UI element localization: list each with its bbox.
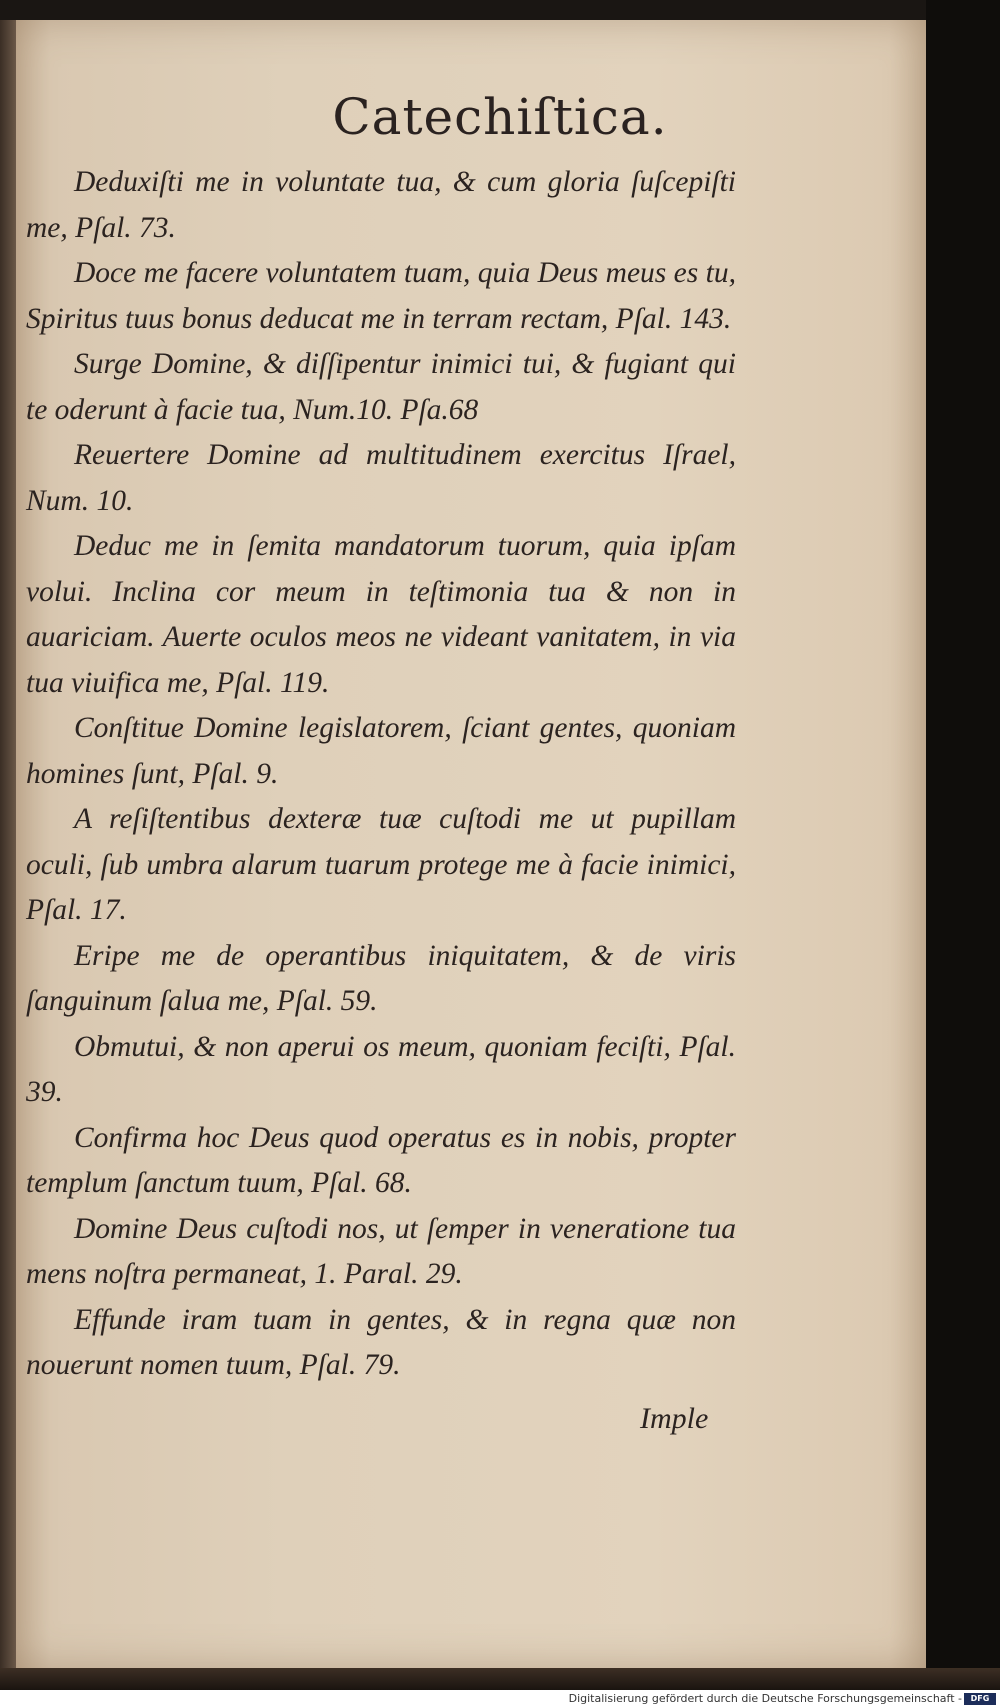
page-left-edge bbox=[0, 20, 16, 1668]
verse-paragraph: Doce me facere voluntatem tuam, quia Deus meus es tu, Spiritus tuus bonus deducat me in terram rectam, Pſal. 143. bbox=[26, 257, 736, 335]
verse-paragraph: Reuertere Domine ad multitudinem exercitus Iſrael, Num. 10. bbox=[26, 439, 736, 517]
dfg-logo-icon: DFG bbox=[964, 1693, 996, 1705]
digitization-footer bbox=[0, 1690, 1000, 1708]
verse-paragraph: Deduxiſti me in voluntate tua, & cum gloria ſuſcepiſti me, Pſal. 73. bbox=[26, 166, 736, 244]
verse-paragraph: Confirma hoc Deus quod operatus es in nobis, propter templum ſanctum tuum, Pſal. 68. bbox=[26, 1121, 736, 1199]
page-title: Catechiſtica. bbox=[332, 88, 668, 146]
verse-paragraph: Domine Deus cuſtodi nos, ut ſemper in veneratione tua mens noſtra permaneat, 1. Paral. 29. bbox=[26, 1212, 736, 1290]
catchword: Imple bbox=[640, 1402, 709, 1435]
page-body bbox=[26, 160, 736, 1389]
verse-paragraph: A reſiſtentibus dexteræ tuæ cuſtodi me ut pupillam oculi, ſub umbra alarum tuarum protege me à facie inimici, Pſal. 17. bbox=[26, 803, 736, 926]
footer-credit-text: Digitalisierung gefördert durch die Deutsche Forschungsgemeinschaft - bbox=[568, 1692, 962, 1705]
verse-paragraph: Surge Domine, & diſſipentur inimici tui, & fugiant qui te oderunt à facie tua, Num.10. Pſa.68 bbox=[26, 348, 736, 426]
verse-paragraph: Effunde iram tuam in gentes, & in regna quæ non nouerunt nomen tuum, Pſal. 79. bbox=[26, 1303, 736, 1381]
page-right-edge bbox=[926, 0, 1000, 1690]
verse-paragraph: Eripe me de operantibus iniquitatem, & de viris ſanguinum ſalua me, Pſal. 59. bbox=[26, 939, 736, 1017]
verse-paragraph: Obmutui, & non aperui os meum, quoniam feciſti, Pſal. 39. bbox=[26, 1030, 736, 1108]
page-bottom-edge bbox=[0, 1668, 1000, 1690]
verse-paragraph: Deduc me in ſemita mandatorum tuorum, quia ipſam volui. Inclina cor meum in teſtimonia tua & non in auariciam. Auerte oculos meos ne videant vanitatem, in via tua viuifica me, Pſal. 119. bbox=[26, 530, 736, 699]
verse-paragraph: Conſtitue Domine legislatorem, ſciant gentes, quoniam homines ſunt, Pſal. 9. bbox=[26, 712, 736, 790]
